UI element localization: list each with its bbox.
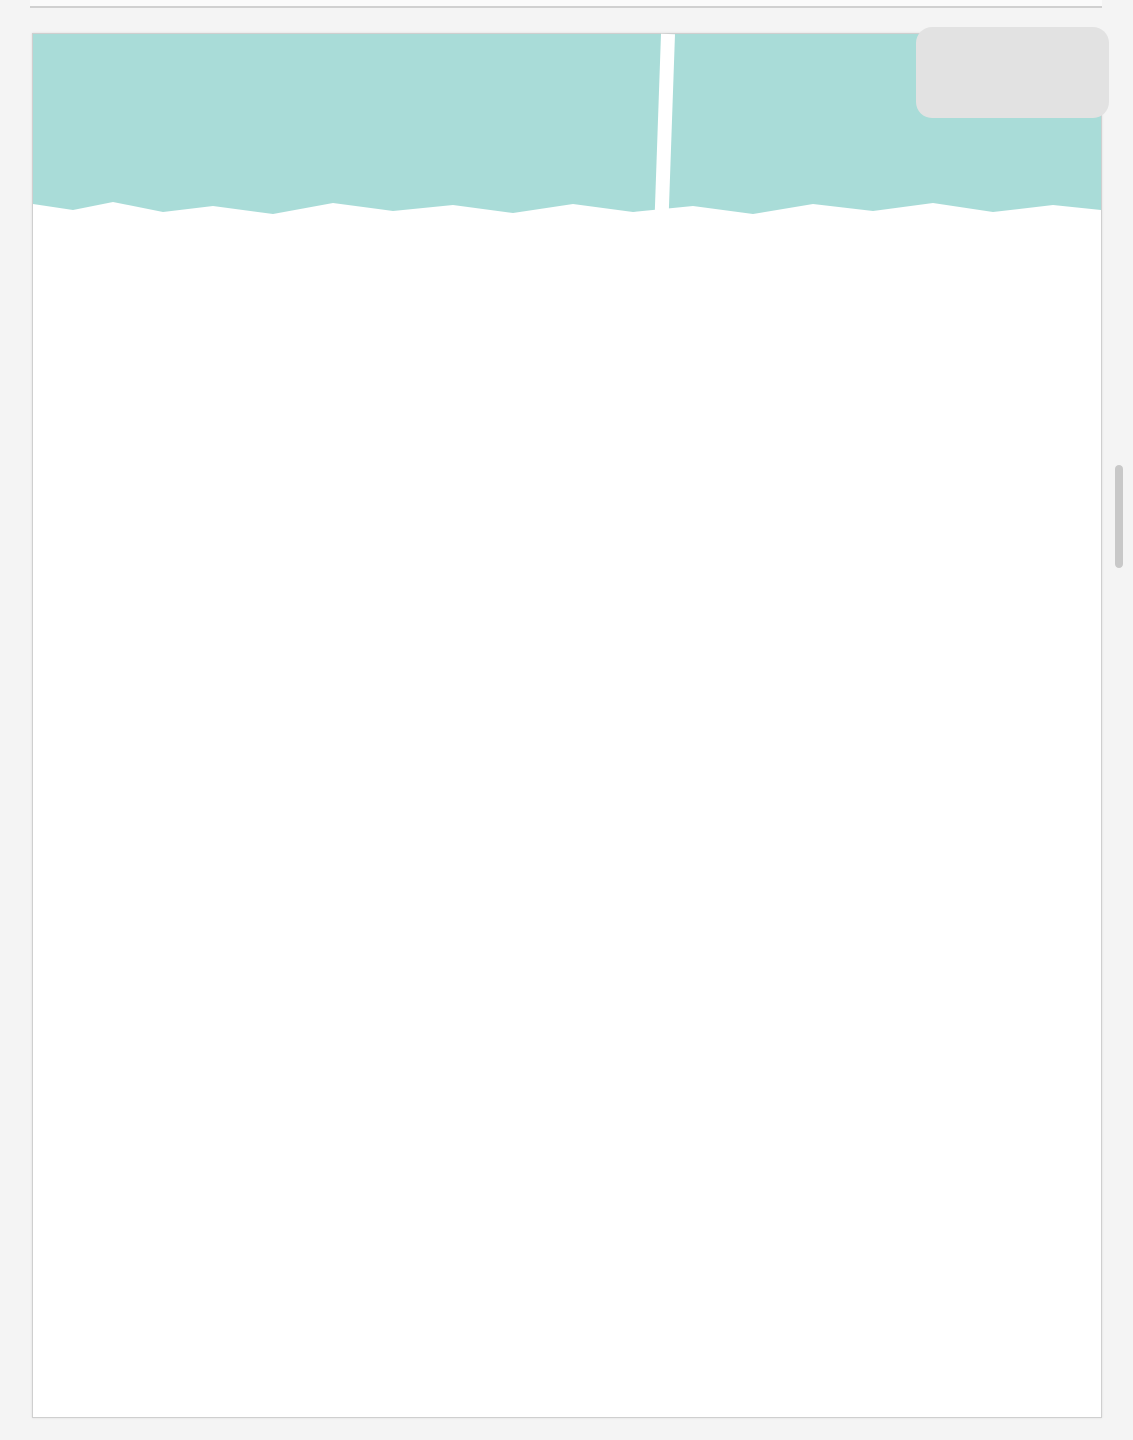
scrollbar-thumb[interactable]: [1115, 465, 1123, 568]
page-counter-badge: [916, 27, 1109, 118]
previous-page-edge: [30, 0, 1102, 8]
torn-edge: [33, 184, 1101, 229]
document-page: [32, 33, 1102, 1418]
